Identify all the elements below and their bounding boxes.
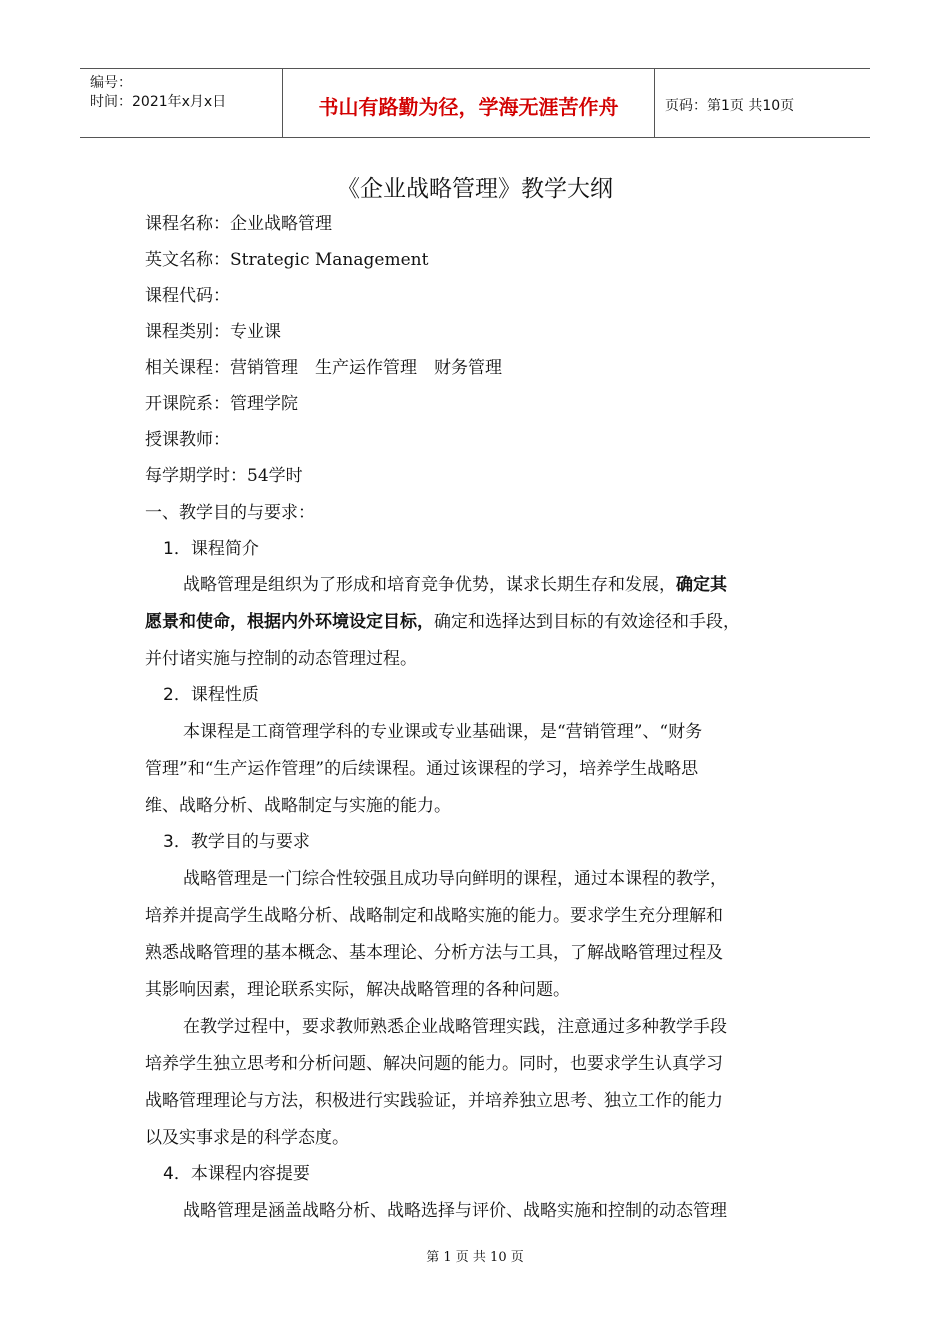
text-run: 为了形成和培育竞争优势，谋求长期生存和发展， [302, 575, 676, 595]
paragraph-line: 培养并提高学生战略分析、战略制定和战略实施的能力。要求学生充分理解和 [145, 906, 723, 926]
subsection-heading: 2．课程性质 [163, 685, 259, 705]
paragraph-line: 战略管理是涵盖战略分析、战略选择与评价、战略实施和控制的动态管理 [183, 1201, 727, 1221]
text-run-bold: 愿景和使命，根据内外环境设定目标， [145, 612, 434, 632]
paragraph-line: 培养学生独立思考和分析问题、解决问题的能力。同时，也要求学生认真学习 [145, 1054, 723, 1074]
field-key: 课程代码： [145, 286, 230, 306]
field-value: 54学时 [247, 466, 303, 486]
field-key: 课程名称： [145, 214, 230, 234]
number-label: 编号： [90, 75, 132, 91]
subsection-heading: 4．本课程内容提要 [163, 1164, 310, 1184]
paragraph-line: 战略管理是一门综合性较强且成功导向鲜明的课程，通过本课程的教学， [183, 869, 727, 889]
field-key: 相关课程： [145, 358, 230, 378]
field-teacher [145, 425, 230, 450]
paragraph-line: 管理”和“生产运作管理”的后续课程。通过该课程的学习，培养学生战略思 [145, 759, 699, 779]
field-department [145, 389, 298, 414]
field-course-code [145, 281, 230, 306]
header-motto: 书山有路勤为径，学海无涯苦作舟 [318, 94, 619, 119]
paragraph-line [145, 607, 740, 632]
field-value: 管理学院 [230, 394, 298, 414]
field-value: 专业课 [230, 322, 281, 342]
field-hours [145, 461, 303, 486]
text-run: 确定和选择达到目标的有效途径和手段， [434, 612, 740, 632]
subsection-heading: 1．课程简介 [163, 539, 259, 559]
page-footer: 第 1 页 共 10 页 [426, 1250, 524, 1265]
field-key: 课程类别： [145, 322, 230, 342]
paragraph-line: 维、战略分析、战略制定与实施的能力。 [145, 796, 451, 816]
field-key: 授课教师： [145, 430, 230, 450]
field-value: 企业战略管理 [230, 214, 332, 234]
paragraph-line: 战略管理理论与方法，积极进行实践验证，并培养独立思考、独立工作的能力 [145, 1091, 723, 1111]
paragraph-line: 并付诸实施与控制的动态管理过程。 [145, 649, 417, 669]
paragraph-line [183, 570, 727, 595]
document-title: 《企业战略管理》教学大纲 [337, 176, 613, 202]
paragraph-line: 以及实事求是的科学态度。 [145, 1128, 349, 1148]
paragraph-line: 其影响因素，理论联系实际，解决战略管理的各种问题。 [145, 980, 570, 1000]
header-page-info: 页码：第1页 共10页 [665, 98, 795, 114]
header-meta [80, 69, 282, 137]
field-value: Strategic Management [230, 250, 429, 270]
field-key: 开课院系： [145, 394, 230, 414]
time-label: 时间：2021年x月x日 [90, 94, 227, 110]
field-course-type [145, 317, 281, 342]
section-heading: 一、教学目的与要求： [145, 503, 315, 523]
paragraph-line: 本课程是工商管理学科的专业课或专业基础课，是“营销管理”、“财务 [183, 722, 703, 742]
field-key: 每学期学时： [145, 466, 247, 486]
field-value: 营销管理 生产运作管理 财务管理 [230, 358, 502, 378]
text-run-bold: 确定其 [676, 575, 727, 595]
field-course-name [145, 209, 332, 234]
paragraph-line: 熟悉战略管理的基本概念、基本理论、分析方法与工具，了解战略管理过程及 [145, 943, 723, 963]
field-english-name [145, 245, 428, 270]
field-related-courses [145, 353, 502, 378]
paragraph-line: 在教学过程中，要求教师熟悉企业战略管理实践，注意通过多种教学手段 [183, 1017, 727, 1037]
subsection-heading: 3．教学目的与要求 [163, 832, 310, 852]
text-run: 战略管理是组织 [183, 575, 302, 595]
field-key: 英文名称： [145, 250, 230, 270]
document-header [80, 68, 870, 138]
